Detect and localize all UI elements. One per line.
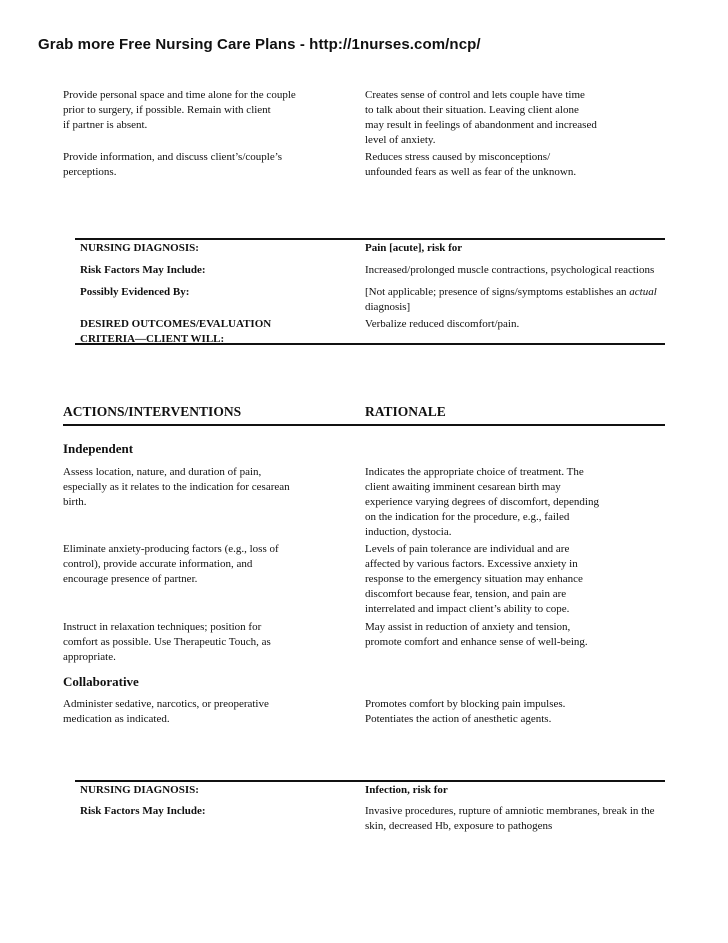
risk-factors-label: Risk Factors May Include:: [80, 805, 206, 817]
text-line: perceptions.: [63, 166, 117, 178]
text-line: encourage presence of partner.: [63, 573, 198, 585]
rationale-text: [365, 465, 665, 540]
action-text: [63, 150, 328, 180]
text-line: Promotes comfort by blocking pain impulses.: [365, 698, 566, 710]
text-line: especially as it relates to the indication for cesarean: [63, 481, 290, 493]
rationale-text: [365, 150, 665, 180]
nursing-diagnosis-label: NURSING DIAGNOSIS:: [80, 242, 199, 254]
diagnosis2-top-rule: [75, 780, 665, 782]
text-line: promote comfort and enhance sense of well-being.: [365, 636, 588, 648]
text-line: induction, dystocia.: [365, 526, 452, 538]
text-line: Potentiates the action of anesthetic agents.: [365, 713, 552, 725]
rationale-text: [365, 88, 665, 148]
rationale-header: RATIONALE: [365, 404, 446, 419]
risk-factors-value: [365, 804, 665, 834]
text-line: may result in feelings of abandonment and increased: [365, 119, 597, 131]
collaborative-label: Collaborative: [63, 674, 139, 689]
text-line: comfort as possible. Use Therapeutic Touch, as: [63, 636, 271, 648]
text-line: Indicates the appropriate choice of treatment. The: [365, 466, 584, 478]
independent-label: Independent: [63, 441, 134, 456]
risk-factors-value: Increased/prolonged muscle contractions, psychological reactions: [365, 264, 655, 276]
text-line: on the indication for the procedure, e.g., failed: [365, 511, 570, 523]
text-line: Invasive procedures, rupture of amniotic membranes, break in the: [365, 805, 655, 817]
text-line: birth.: [63, 496, 87, 508]
header-rule: [63, 424, 665, 426]
nursing-diagnosis-value: Pain [acute], risk for: [365, 242, 463, 254]
text-line: affected by various factors. Excessive anxiety in: [365, 558, 578, 570]
action-text: [63, 620, 328, 665]
text-line: client awaiting imminent cesarean birth may: [365, 481, 561, 493]
text-line: May assist in reduction of anxiety and tension,: [365, 621, 571, 633]
text-line: control), provide accurate information, and: [63, 558, 253, 570]
text-line: unfounded fears as well as fear of the unknown.: [365, 166, 577, 178]
rationale-text: [365, 620, 665, 650]
text-line: Creates sense of control and lets couple have time: [365, 89, 585, 101]
risk-factors-label: Risk Factors May Include:: [80, 264, 206, 276]
diagnosis-top-rule: [75, 238, 665, 240]
desired-outcomes-label: DESIRED OUTCOMES/EVALUATION CRITERIA—CLIENT WILL:: [80, 318, 272, 345]
rationale-text: [365, 697, 665, 727]
text-line: Administer sedative, narcotics, or preoperative: [63, 698, 269, 710]
diagnosis-bottom-rule: [75, 343, 665, 345]
action-text: [63, 88, 328, 133]
text-line: Instruct in relaxation techniques; position for: [63, 621, 262, 633]
text-line: discomfort because fear, tension, and pain are: [365, 588, 567, 600]
nursing-diagnosis-label: NURSING DIAGNOSIS:: [80, 784, 199, 796]
evidenced-by-label: Possibly Evidenced By:: [80, 286, 190, 298]
evidenced-by-value: [Not applicable; presence of signs/symptoms establishes an actual diagnosis]: [365, 286, 657, 313]
text-line: appropriate.: [63, 651, 116, 663]
text-line: Assess location, nature, and duration of pain,: [63, 466, 262, 478]
text-line: to talk about their situation. Leaving client alone: [365, 104, 579, 116]
page-header: Grab more Free Nursing Care Plans - http://1nurses.com/ncp/: [38, 36, 481, 53]
text-line: Provide personal space and time alone for the couple: [63, 89, 296, 101]
text-line: Provide information, and discuss client’s/couple’s: [63, 151, 283, 163]
action-text: [63, 542, 328, 587]
text-line: Reduces stress caused by misconceptions/: [365, 151, 551, 163]
text-line: experience varying degrees of discomfort, depending: [365, 496, 599, 508]
text-line: response to the emergency situation may enhance: [365, 573, 583, 585]
text-line: level of anxiety.: [365, 134, 436, 146]
text-line: interrelated and impact client’s ability to cope.: [365, 603, 570, 615]
rationale-text: [365, 542, 665, 617]
actions-header: ACTIONS/INTERVENTIONS: [63, 404, 242, 419]
text-line: Eliminate anxiety-producing factors (e.g., loss of: [63, 543, 279, 555]
text-line: skin, decreased Hb, exposure to pathogens: [365, 820, 553, 832]
text-line: if partner is absent.: [63, 119, 148, 131]
action-text: [63, 697, 328, 727]
desired-outcomes-value: Verbalize reduced discomfort/pain.: [365, 318, 520, 330]
text-line: Levels of pain tolerance are individual and are: [365, 543, 570, 555]
text-line: medication as indicated.: [63, 713, 170, 725]
action-text: [63, 465, 328, 510]
nursing-diagnosis-value: Infection, risk for: [365, 784, 448, 796]
text-line: prior to surgery, if possible. Remain with client: [63, 104, 271, 116]
